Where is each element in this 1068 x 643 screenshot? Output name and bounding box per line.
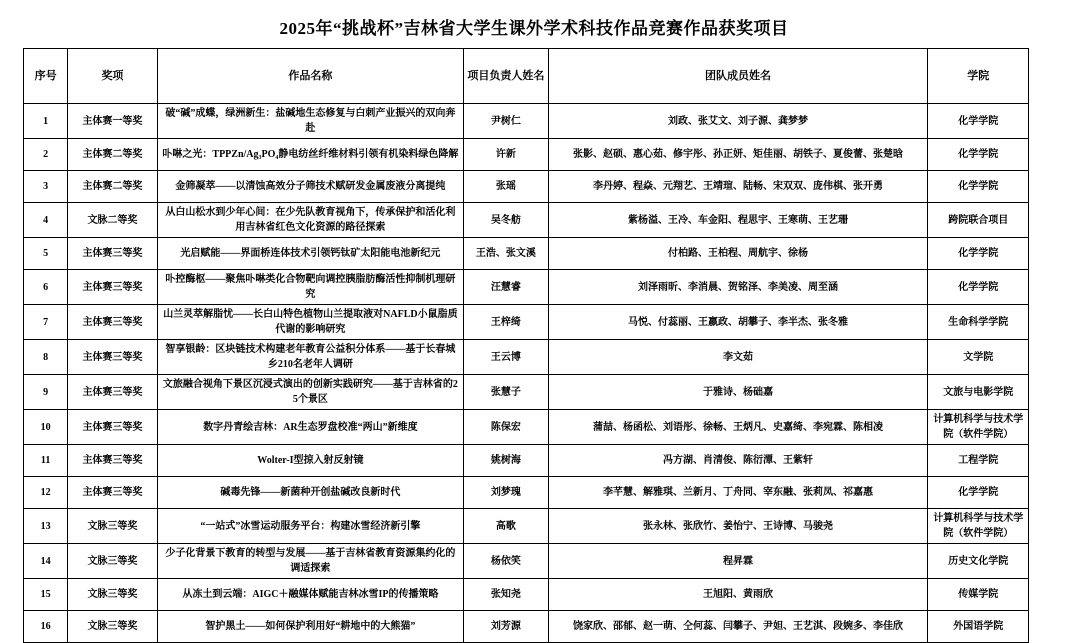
cell-college: 历史文化学院 [928, 544, 1029, 579]
cell-college: 文学院 [928, 340, 1029, 375]
cell-no: 11 [24, 445, 68, 477]
cell-members: 饶家欣、邵郁、赵一萌、仝何蕊、闫攀子、尹妲、王艺淇、段婉多、李佳欣 [548, 611, 928, 643]
cell-no: 13 [24, 509, 68, 544]
cell-leader: 许新 [464, 139, 548, 171]
cell-no: 3 [24, 171, 68, 203]
header-work: 作品名称 [157, 49, 464, 104]
cell-college: 计算机科学与技术学院（软件学院） [928, 509, 1029, 544]
table-row [24, 445, 1029, 477]
cell-award: 主体赛三等奖 [68, 445, 157, 477]
cell-leader: 张知尧 [464, 579, 548, 611]
table-row [24, 477, 1029, 509]
cell-members: 李文茹 [548, 340, 928, 375]
cell-work: 从白山松水到少年心间：在少先队教育视角下，传承保护和活化利用吉林省红色文化资源的路径探索 [157, 203, 464, 238]
cell-no: 12 [24, 477, 68, 509]
cell-award: 文脉三等奖 [68, 611, 157, 643]
cell-no: 16 [24, 611, 68, 643]
cell-members: 张影、赵硕、惠心茹、修宇彤、孙正妍、矩佳丽、胡铁子、夏俊蕾、张楚晗 [548, 139, 928, 171]
cell-members: 王旭阳、黄雨欣 [548, 579, 928, 611]
cell-members: 蒲喆、杨函松、刘语彤、徐畅、王炳凡、史嘉绮、李宛霖、陈相凌 [548, 410, 928, 445]
cell-work: 文旅融合视角下景区沉浸式演出的创新实践研究——基于吉林省的25个景区 [157, 375, 464, 410]
table-row [24, 270, 1029, 305]
cell-leader: 高歌 [464, 509, 548, 544]
cell-members: 冯方湖、肖清俊、陈衍潭、王紫轩 [548, 445, 928, 477]
cell-college: 化学学院 [928, 139, 1029, 171]
cell-no: 7 [24, 305, 68, 340]
table-row [24, 203, 1029, 238]
header-leader: 项目负责人姓名 [464, 49, 548, 104]
cell-award: 文脉二等奖 [68, 203, 157, 238]
cell-work: 卟啉之光：TPPZn/Ag₃PO₄静电纺丝纤维材料引领有机染料绿色降解 [157, 139, 464, 171]
cell-college: 计算机科学与技术学院（软件学院） [928, 410, 1029, 445]
cell-leader: 杨依笑 [464, 544, 548, 579]
table-row [24, 375, 1029, 410]
cell-work: Wolter-I型掠入射反射镜 [157, 445, 464, 477]
cell-leader: 王浩、张文溪 [464, 238, 548, 270]
cell-award: 主体赛三等奖 [68, 238, 157, 270]
cell-leader: 王云博 [464, 340, 548, 375]
award-table [23, 48, 1029, 643]
cell-college: 传媒学院 [928, 579, 1029, 611]
cell-work: 破“碱”成蝶，绿洲新生：盐碱地生态修复与白刺产业振兴的双向奔赴 [157, 104, 464, 139]
cell-members: 程昇霖 [548, 544, 928, 579]
cell-leader: 陈保宏 [464, 410, 548, 445]
table-row [24, 238, 1029, 270]
cell-no: 5 [24, 238, 68, 270]
table-row [24, 509, 1029, 544]
cell-leader: 王梓绮 [464, 305, 548, 340]
cell-members: 于雅诗、杨础嘉 [548, 375, 928, 410]
cell-members: 马悦、付蕊丽、王嬴政、胡攀子、李半杰、张冬雅 [548, 305, 928, 340]
cell-no: 10 [24, 410, 68, 445]
cell-award: 文脉三等奖 [68, 509, 157, 544]
table-row [24, 611, 1029, 643]
cell-no: 14 [24, 544, 68, 579]
cell-leader: 刘芳源 [464, 611, 548, 643]
cell-award: 主体赛一等奖 [68, 104, 157, 139]
header-no: 序号 [24, 49, 68, 104]
cell-members: 紫杨溢、王冷、车金阳、程思宇、王寒萌、王艺珊 [548, 203, 928, 238]
cell-no: 8 [24, 340, 68, 375]
table-row [24, 340, 1029, 375]
cell-college: 化学学院 [928, 270, 1029, 305]
header-college: 学院 [928, 49, 1029, 104]
cell-college: 外国语学院 [928, 611, 1029, 643]
cell-award: 文脉三等奖 [68, 579, 157, 611]
cell-award: 主体赛三等奖 [68, 477, 157, 509]
cell-award: 主体赛二等奖 [68, 139, 157, 171]
cell-college: 化学学院 [928, 477, 1029, 509]
cell-no: 9 [24, 375, 68, 410]
table-body [24, 104, 1029, 643]
cell-leader: 汪慧睿 [464, 270, 548, 305]
cell-college: 生命科学学院 [928, 305, 1029, 340]
header-award: 奖项 [68, 49, 157, 104]
cell-no: 1 [24, 104, 68, 139]
cell-no: 6 [24, 270, 68, 305]
cell-leader: 张慧子 [464, 375, 548, 410]
page-title: 2025年“挑战杯”吉林省大学生课外学术科技作品竞赛作品获奖项目 [279, 19, 789, 38]
cell-members: 李丹婷、程焱、元翔艺、王靖瑄、陆畅、宋双双、庞伟棋、张开勇 [548, 171, 928, 203]
cell-members: 刘政、张艾文、刘子源、龚梦梦 [548, 104, 928, 139]
header-row [24, 49, 1029, 104]
cell-award: 文脉三等奖 [68, 544, 157, 579]
cell-leader: 吴冬舫 [464, 203, 548, 238]
header-members: 团队成员姓名 [548, 49, 928, 104]
cell-no: 4 [24, 203, 68, 238]
cell-college: 文旅与电影学院 [928, 375, 1029, 410]
cell-members: 刘泽雨昕、李消晨、贺铭泽、李美凌、周至涵 [548, 270, 928, 305]
cell-work: 光启赋能——界面桥连体技术引领钙钛矿太阳能电池新纪元 [157, 238, 464, 270]
table-row [24, 410, 1029, 445]
table-row [24, 579, 1029, 611]
cell-leader: 尹树仁 [464, 104, 548, 139]
table-row [24, 305, 1029, 340]
cell-work: 碱毒先锋——新菌种开创盐碱改良新时代 [157, 477, 464, 509]
cell-college: 工程学院 [928, 445, 1029, 477]
cell-work: 从冻土到云端：AIGC＋融媒体赋能吉林冰雪IP的传播策略 [157, 579, 464, 611]
table-row [24, 104, 1029, 139]
cell-award: 主体赛三等奖 [68, 270, 157, 305]
cell-work: 智享银龄：区块链技术构建老年教育公益积分体系——基于长春城乡210名老年人调研 [157, 340, 464, 375]
cell-award: 主体赛三等奖 [68, 375, 157, 410]
cell-work: 卟控酶枢——聚焦卟啉类化合物靶向调控胰脂肪酶活性抑制机理研究 [157, 270, 464, 305]
table-header [24, 49, 1029, 104]
cell-work: 金筛凝萃——以清蚀高效分子筛技术赋研发金属废液分离提纯 [157, 171, 464, 203]
cell-college: 化学学院 [928, 171, 1029, 203]
cell-award: 主体赛三等奖 [68, 305, 157, 340]
cell-members: 付柏路、王柏程、周航宇、徐杨 [548, 238, 928, 270]
table-row [24, 139, 1029, 171]
cell-no: 2 [24, 139, 68, 171]
table-row [24, 544, 1029, 579]
cell-award: 主体赛三等奖 [68, 410, 157, 445]
cell-college: 跨院联合项目 [928, 203, 1029, 238]
cell-work: 少子化背景下教育的转型与发展——基于吉林省教育资源集约化的调适探索 [157, 544, 464, 579]
cell-award: 主体赛二等奖 [68, 171, 157, 203]
cell-leader: 张瑶 [464, 171, 548, 203]
cell-work: 智护黑土——如何保护利用好“耕地中的大熊猫” [157, 611, 464, 643]
cell-members: 李芊慧、解雅琪、兰新月、丁舟同、宰东融、张莉凤、祁嘉惠 [548, 477, 928, 509]
table-row [24, 171, 1029, 203]
cell-work: “一站式”冰雪运动服务平台：构建冰雪经济新引擎 [157, 509, 464, 544]
cell-leader: 姚树海 [464, 445, 548, 477]
cell-work: 数字丹青绘吉林：AR生态罗盘校准“两山”新维度 [157, 410, 464, 445]
cell-award: 主体赛三等奖 [68, 340, 157, 375]
cell-work: 山兰灵萃解脂忧——长白山特色植物山兰提取液对NAFLD小鼠脂质代谢的影响研究 [157, 305, 464, 340]
cell-no: 15 [24, 579, 68, 611]
cell-college: 化学学院 [928, 104, 1029, 139]
cell-members: 张永林、张欣竹、姜怡宁、王诗博、马骏尧 [548, 509, 928, 544]
cell-college: 化学学院 [928, 238, 1029, 270]
cell-leader: 刘梦瑰 [464, 477, 548, 509]
